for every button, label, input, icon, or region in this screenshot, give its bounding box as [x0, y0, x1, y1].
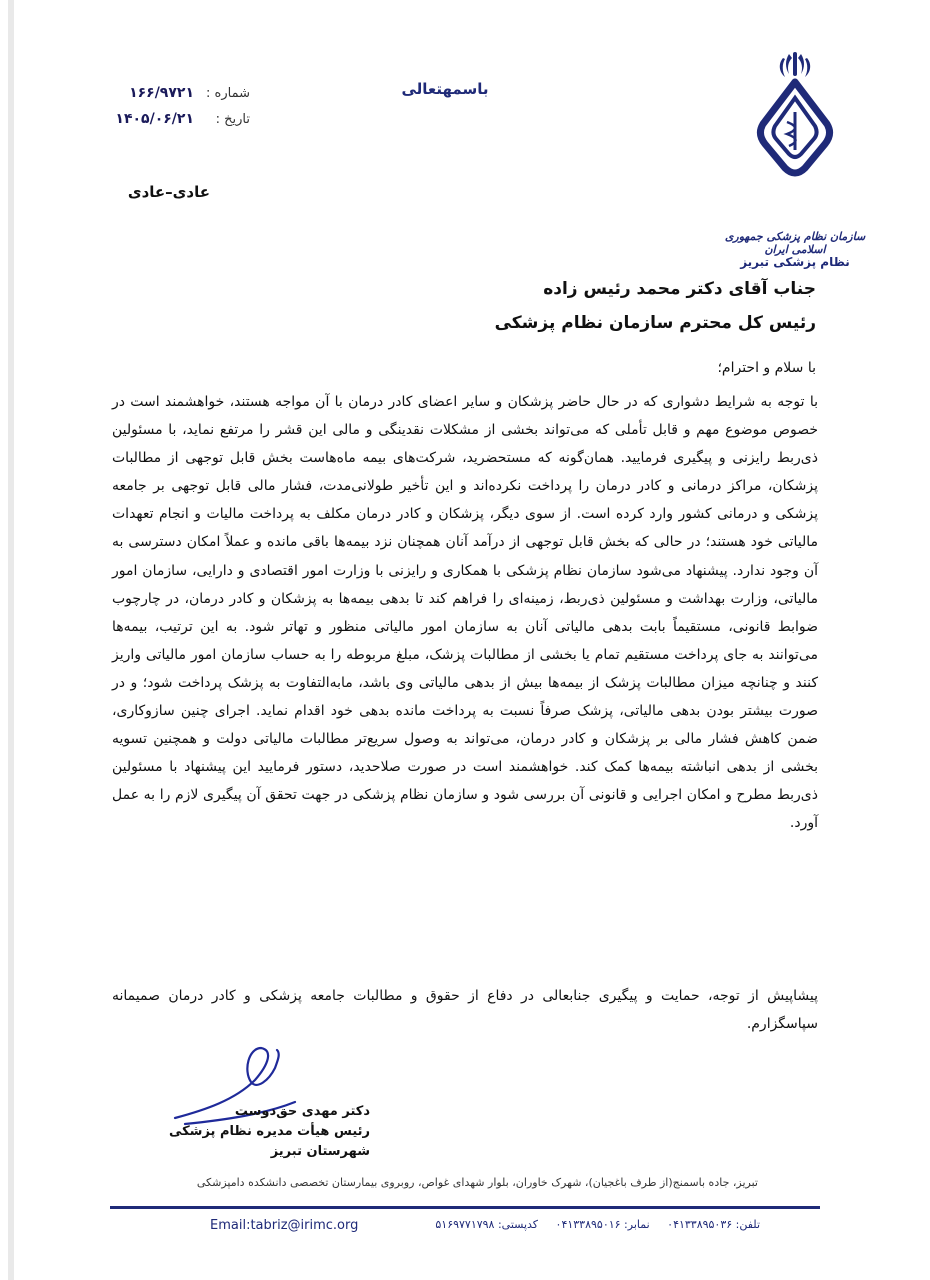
- number-value: ۱۶۶/۹۷۲۱: [129, 85, 194, 101]
- addressee-title: رئیس کل محترم سازمان نظام پزشکی: [494, 313, 816, 333]
- page-edge-shadow: [8, 0, 14, 1280]
- date-row: [100, 106, 250, 132]
- addressee-name: جناب آقای دکتر محمد رئیس زاده: [543, 279, 816, 299]
- signer-city: شهرستان تبریز: [270, 1144, 370, 1159]
- priority-label: عادی–عادی: [127, 183, 210, 201]
- footer-postal: کدپستی: ۵۱۶۹۷۷۱۷۹۸: [435, 1218, 539, 1231]
- footer-phone: تلفن: ۰۴۱۳۳۸۹۵۰۳۶: [667, 1218, 760, 1231]
- logo-branch-name: نظام پزشکی تبریز: [740, 255, 850, 269]
- greeting: با سلام و احترام؛: [717, 360, 816, 376]
- signer-name: دکتر مهدی حق‌دوست: [234, 1104, 370, 1119]
- signer-block: [150, 1102, 370, 1162]
- logo-org-name: سازمان نظام پزشکی جمهوری اسلامی ایران: [724, 230, 866, 256]
- footer-address: تبریز، جاده باسمنج(از طرف باغجیان)، شهرک خاوران، بلوار شهدای غواص، روبروی بیمارستان تخصصی دانشکده دامپزشکی: [196, 1176, 758, 1189]
- footer-contacts: [110, 1218, 760, 1231]
- date-label: تاریخ :: [215, 111, 250, 127]
- footer-divider: [110, 1206, 820, 1209]
- footer-email: Email:tabriz@irimc.org: [210, 1218, 359, 1233]
- addressee-block: [216, 272, 816, 340]
- footer-fax: نمابر: ۰۴۱۳۳۸۹۵۰۱۶: [555, 1218, 650, 1231]
- number-label: شماره :: [206, 85, 250, 101]
- invocation-heading: باسمهتعالی: [401, 80, 489, 98]
- number-row: [100, 80, 250, 106]
- letter-meta: [100, 80, 250, 132]
- signer-title: رئیس هیأت مدیره نظام پزشکی: [168, 1124, 370, 1139]
- date-value: ۱۴۰۵/۰۶/۲۱: [115, 111, 194, 127]
- letter-closing: پیشاپیش از توجه، حمایت و پیگیری جنابعالی در دفاع از حقوق و مطالبات جامعه پزشکی و کادر درمان صمیمانه سپاسگزارم.: [112, 988, 818, 1032]
- letter-body: با توجه به شرایط دشواری که در حال حاضر پزشکان و سایر اعضای کادر درمان با آن مواجه هستند، خواهشمند است در خصوص موضوع مهم و قابل تأملی که می‌تواند بخشی از مشکلات نقدینگی و مالی این قشر را مرتفع نماید، با مسئولین ذی‌ربط رایزنی و پیگیری فرمایید. همان‌گونه که مستحضرید، شرکت‌های بیمه ماه‌هاست بخش قابل توجهی از مطالبات پزشکان، مراکز درمانی و کادر درمان را پرداخت نکرده‌اند و این تأخیر طولانی‌مدت، فشار مالی قابل توجهی بر جامعه پزشکی و درمانی کشور وارد کرده است. از سوی دیگر، پزشکان و کادر درمان مکلف به پرداخت مالیات و انجام تعهدات مالیاتی خود هستند؛ در حالی که بخش قابل توجهی از درآمد آنان همچنان نزد بیمه‌ها باقی مانده و عملاً امکان دسترسی به آن وجود ندارد. پیشنهاد می‌شود سازمان نظام پزشکی با همکاری و رایزنی با وزارت امور اقتصادی و دارایی، سازمان امور مالیاتی، وزارت بهداشت و مسئولین ذی‌ربط، زمینه‌ای را فراهم کند تا بدهی بیمه‌ها به پزشکان و کادر درمان، در چارچوب ضوابط قانونی، مستقیماً بابت بدهی مالیاتی آنان به سازمان امور مالیاتی منظور و تهاتر شود. به این ترتیب، بیمه‌ها می‌توانند به جای پرداخت مستقیم تمام یا بخشی از مطالبات پزشک، مبلغ مربوطه را به حساب سازمان امور مالیاتی واریز کنند و چنانچه میزان مطالبات پزشک از بیمه‌ها بیش از بدهی مالیاتی وی باشد، مابه‌التفاوت به پزشک پرداخت شود؛ و در صورت بیشتر بودن بدهی مالیاتی، پزشک صرفاً نسبت به پرداخت مانده بدهی خود اقدام نماید. اجرای چنین سازوکاری، ضمن کاهش فشار مالی بر پزشکان و کادر درمان، می‌تواند به وصول سریع‌تر مطالبات مالیاتی دولت و همچنین تسویه بخشی از بدهی انباشته بیمه‌ها کمک کند. خواهشمند است در صورت صلاحدید، دستور فرمایید این پیشنهاد با مسئولین ذی‌ربط مطرح و امکان اجرایی و قانونی آن بررسی شود و سازمان نظام پزشکی در جهت تحقق آن پیگیری لازم را به عمل آورد.: [112, 394, 818, 832]
- org-logo: [720, 50, 870, 269]
- medical-council-emblem-icon: [745, 50, 845, 180]
